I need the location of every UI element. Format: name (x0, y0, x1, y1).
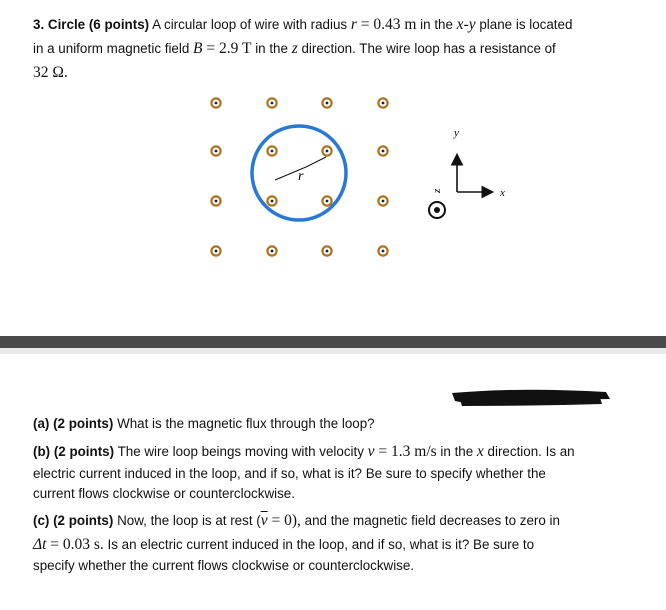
y-axis-label: y (454, 127, 459, 139)
plane-y: y (468, 16, 476, 33)
delta-t-symbol: Δt (33, 536, 47, 553)
z-axis-label: z (431, 188, 443, 193)
part-a (33, 412, 375, 436)
radius-symbol: r (350, 16, 357, 33)
part-c-label: (c) (2 points) (33, 513, 114, 528)
velocity-value: = 1.3 m/s (374, 443, 437, 460)
intro-text-2: in the (420, 17, 453, 32)
part-c-text-3: Is an electric current induced in the loop, and if so, what is it? Be sure to (107, 537, 535, 552)
plane-x: x (456, 16, 464, 33)
direction-x-symbol: x (476, 443, 484, 460)
resistance-value: 32 Ω. (33, 64, 68, 81)
problem-title: Circle (6 points) (47, 17, 150, 32)
line2-text-b: in the (255, 41, 288, 56)
part-c-line-3: specify whether the current flows clockwise or counterclockwise. (33, 558, 415, 573)
z-symbol: z (291, 40, 298, 57)
problem-number: 3. (33, 17, 45, 32)
velocity-symbol: v (367, 443, 375, 460)
part-a-label: (a) (2 points) (33, 416, 114, 431)
part-b-line-3: current flows clockwise or counterclockwise. (33, 486, 295, 501)
line2-text-a: in a uniform magnetic field (33, 41, 190, 56)
radius-value: = 0.43 m (356, 16, 417, 33)
velocity-vector-symbol: $\overline{v}$ (260, 512, 268, 529)
part-c-text-1: Now, the loop is at rest ( (117, 513, 261, 528)
field-value: = 2.9 T (202, 40, 252, 57)
radius-label: r (298, 169, 304, 184)
part-b-text-2: in the (440, 444, 474, 459)
part-c-line-1 (33, 509, 560, 533)
delta-t-value: = 0.03 s. (46, 536, 104, 553)
plane-dash: - (463, 16, 469, 33)
x-axis-label: x (500, 187, 505, 199)
line2-text-c: direction. The wire loop has a resistance of (301, 41, 556, 56)
field-symbol: B (193, 40, 203, 57)
part-b-label: (b) (2 points) (33, 444, 115, 459)
part-a-text: What is the magnetic flux through the loop? (117, 416, 375, 431)
intro-text-3: plane is located (479, 17, 573, 32)
velocity-zero: = 0), (267, 512, 301, 529)
part-b-line-2: electric current induced in the loop, and if so, what is it? Be sure to specify whether the (33, 466, 546, 481)
part-c-text-2: and the magnetic field decreases to zero in (304, 513, 560, 528)
intro-text-1: A circular loop of wire with radius (152, 17, 348, 32)
part-b-line-1 (33, 440, 575, 464)
part-b-text-3: direction. Is an (487, 444, 575, 459)
part-b-text-1: The wire loop beings moving with velocity (117, 444, 364, 459)
